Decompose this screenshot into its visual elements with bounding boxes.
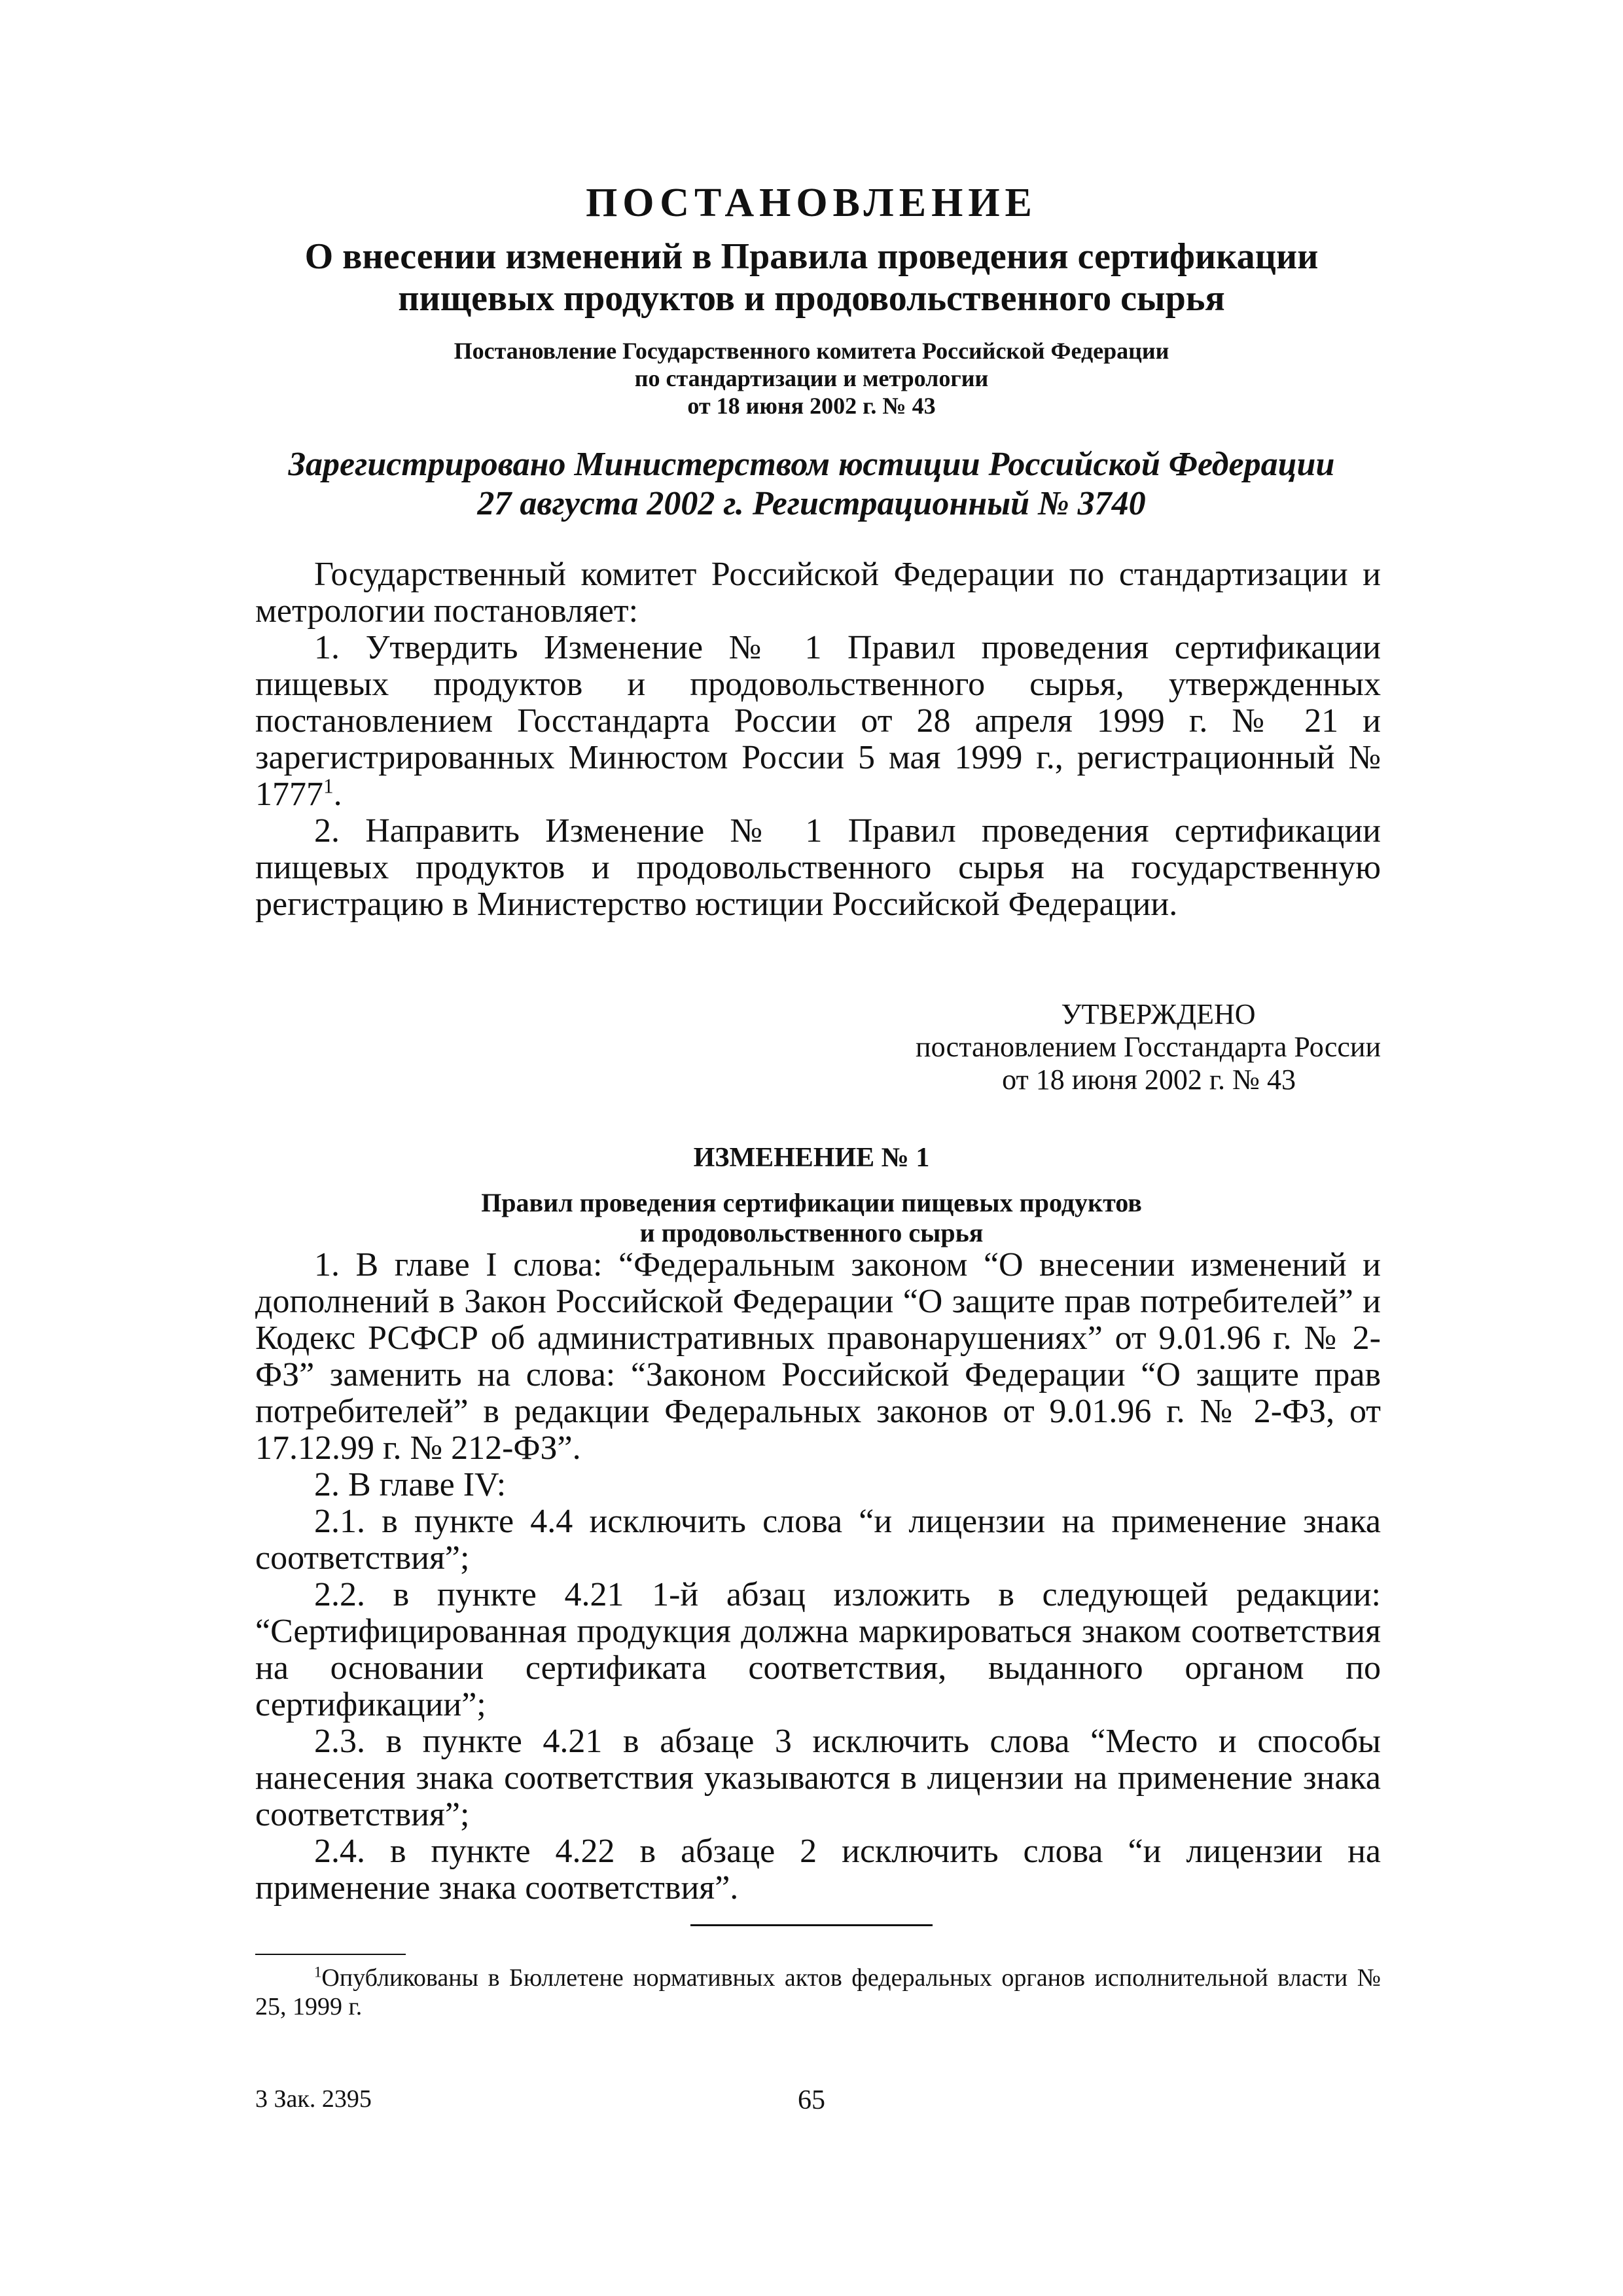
change-para-2-4: 2.4. в пункте 4.22 в абзаце 2 исключить слова “и лицензии на применение знака соответствия”.: [255, 1833, 1381, 1907]
change-para-2-1: 2.1. в пункте 4.4 исключить слова “и лицензии на применение знака соответствия”;: [255, 1503, 1381, 1577]
approval-line-2: от 18 июня 2002 г. № 43: [1002, 1064, 1296, 1096]
issuer-block: [262, 337, 1361, 420]
registration-note: [196, 445, 1427, 524]
footnote: [255, 1964, 1381, 2021]
change-subtitle-line-2: и продовольственного сырья: [639, 1218, 984, 1247]
document-subtitle: [196, 236, 1427, 319]
footnote-divider: [255, 1954, 406, 1955]
footnote-marker: 1: [314, 1964, 322, 1981]
change-subtitle: [380, 1188, 1243, 1248]
subtitle-line-2: пищевых продуктов и продовольственного сырья: [398, 278, 1225, 319]
registration-line-2: 27 августа 2002 г. Регистрационный № 3740: [477, 485, 1146, 522]
issuer-line-1: Постановление Государственного комитета Российской Федерации: [454, 338, 1169, 364]
resolution-item-1-end: .: [333, 776, 342, 813]
issuer-line-3: от 18 июня 2002 г. № 43: [687, 393, 936, 419]
page-number: 65: [798, 2085, 825, 2115]
footnote-text: Опубликованы в Бюллетене нормативных актов федеральных органов исполнительной власти № 25, 1999 г.: [255, 1964, 1381, 2020]
change-para-1: 1. В главе I слова: “Федеральным законом “О внесении изменений и дополнений в Закон Российской Федерации “О защите прав потребителей” и Кодекс РСФСР об административных правонарушениях” от 9.01.96 г. № 2-ФЗ” заменить на слова: “Законом Российской Федерации “О защите прав потребителей” в редакции Федеральных законов от 9.01.96 г. № 2-ФЗ, от 17.12.99 г. № 212-ФЗ”.: [255, 1246, 1381, 1467]
order-number: 3 Зак. 2395: [255, 2085, 372, 2113]
resolution-body: [255, 556, 1381, 923]
change-title: ИЗМЕНЕНИЕ № 1: [693, 1143, 930, 1173]
approval-line-1: постановлением Госстандарта России: [916, 1031, 1381, 1063]
change-para-2-3: 2.3. в пункте 4.21 в абзаце 3 исключить слова “Место и способы нанесения знака соответствия указываются в лицензии на применение знака соответствия”;: [255, 1723, 1381, 1833]
footnote-reference: 1: [323, 774, 334, 798]
resolution-intro: Государственный комитет Российской Федерации по стандартизации и метрологии постановляет:: [255, 556, 1381, 630]
subtitle-line-1: О внесении изменений в Правила проведения сертификации: [304, 236, 1319, 277]
resolution-item-2: 2. Направить Изменение № 1 Правил проведения сертификации пищевых продуктов и продовольственного сырья на государственную регистрацию в Министерство юстиции Российской Федерации.: [255, 812, 1381, 923]
approval-heading: УТВЕРЖДЕНО: [1061, 998, 1256, 1030]
issuer-line-2: по стандартизации и метрологии: [634, 365, 989, 391]
section-divider: [690, 1924, 933, 1926]
resolution-item-1: [255, 630, 1381, 813]
change-para-2: 2. В главе IV:: [314, 1466, 507, 1503]
change-subtitle-line-1: Правил проведения сертификации пищевых продуктов: [481, 1188, 1142, 1217]
approval-block: [838, 998, 1381, 1096]
change-para-2-2: 2.2. в пункте 4.21 1-й абзац изложить в следующей редакции: “Сертифицированная продукция должна маркироваться знаком соответствия на основании сертификата соответствия, выданного органом по сертификации”;: [255, 1576, 1381, 1723]
registration-line-1: Зарегистрировано Министерством юстиции Российской Федерации: [288, 446, 1335, 483]
document-title: ПОСТАНОВЛЕНИЕ: [586, 181, 1037, 225]
change-body: [255, 1247, 1381, 1907]
resolution-item-1-text: 1. Утвердить Изменение № 1 Правил проведения сертификации пищевых продуктов и продовольственного сырья, утвержденных постановлением Госстандарта России от 28 апреля 1999 г. № 21 и зарегистрированных Минюстом России 5 мая 1999 г., регистрационный № 1777: [255, 629, 1381, 813]
